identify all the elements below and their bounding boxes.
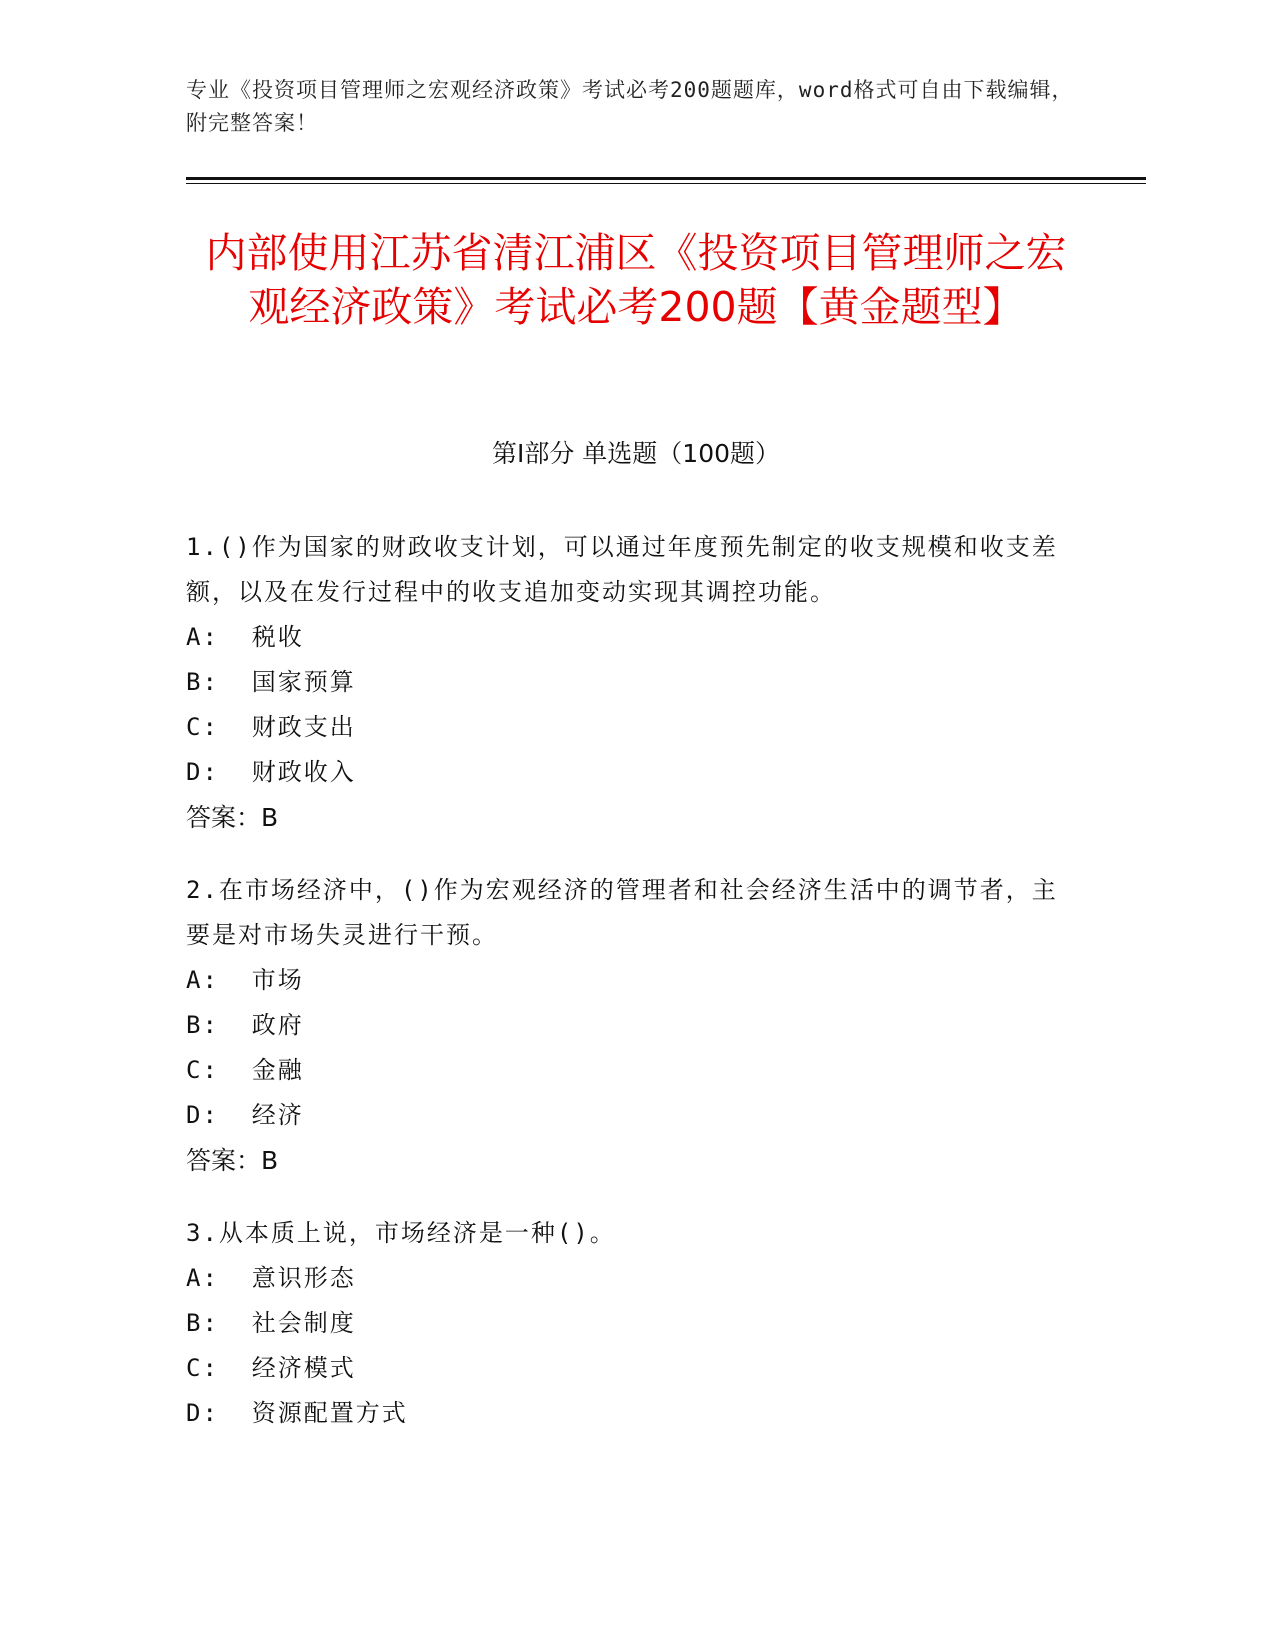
answer: 答案：B — [186, 803, 279, 832]
option-d: D: 经济 — [186, 1101, 304, 1129]
section-heading: 第I部分 单选题（100题） — [491, 439, 781, 468]
option-c: C: 经济模式 — [186, 1354, 356, 1382]
question-stem: 2.在市场经济中，()作为宏观经济的管理者和社会经济生活中的调节者，主要是对市场失灵进行干预。 — [186, 876, 1058, 949]
question-2 — [186, 868, 1066, 1183]
option-b: B: 国家预算 — [186, 668, 356, 696]
question-stem: 3.从本质上说，市场经济是一种()。 — [186, 1219, 616, 1247]
option-a: A: 税收 — [186, 623, 304, 651]
option-c: C: 金融 — [186, 1056, 304, 1084]
header-rule-thin — [186, 183, 1146, 184]
header-rule-thick — [186, 177, 1146, 180]
document-title: 内部使用江苏省清江浦区《投资项目管理师之宏观经济政策》考试必考200题【黄金题型】 — [205, 229, 1067, 331]
option-b: B: 社会制度 — [186, 1309, 356, 1337]
option-a: A: 意识形态 — [186, 1264, 356, 1292]
option-d: D: 资源配置方式 — [186, 1399, 408, 1427]
question-list — [186, 525, 1066, 1464]
option-a: A: 市场 — [186, 966, 304, 994]
answer: 答案：B — [186, 1146, 279, 1175]
question-1 — [186, 525, 1066, 840]
question-stem: 1.()作为国家的财政收支计划，可以通过年度预先制定的收支规模和收支差额，以及在发行过程中的收支追加变动实现其调控功能。 — [186, 533, 1058, 606]
question-3 — [186, 1211, 1066, 1436]
option-d: D: 财政收入 — [186, 758, 356, 786]
option-b: B: 政府 — [186, 1011, 304, 1039]
option-c: C: 财政支出 — [186, 713, 356, 741]
header-note: 专业《投资项目管理师之宏观经济政策》考试必考200题题库，word格式可自由下载编辑，附完整答案！ — [186, 78, 1074, 135]
